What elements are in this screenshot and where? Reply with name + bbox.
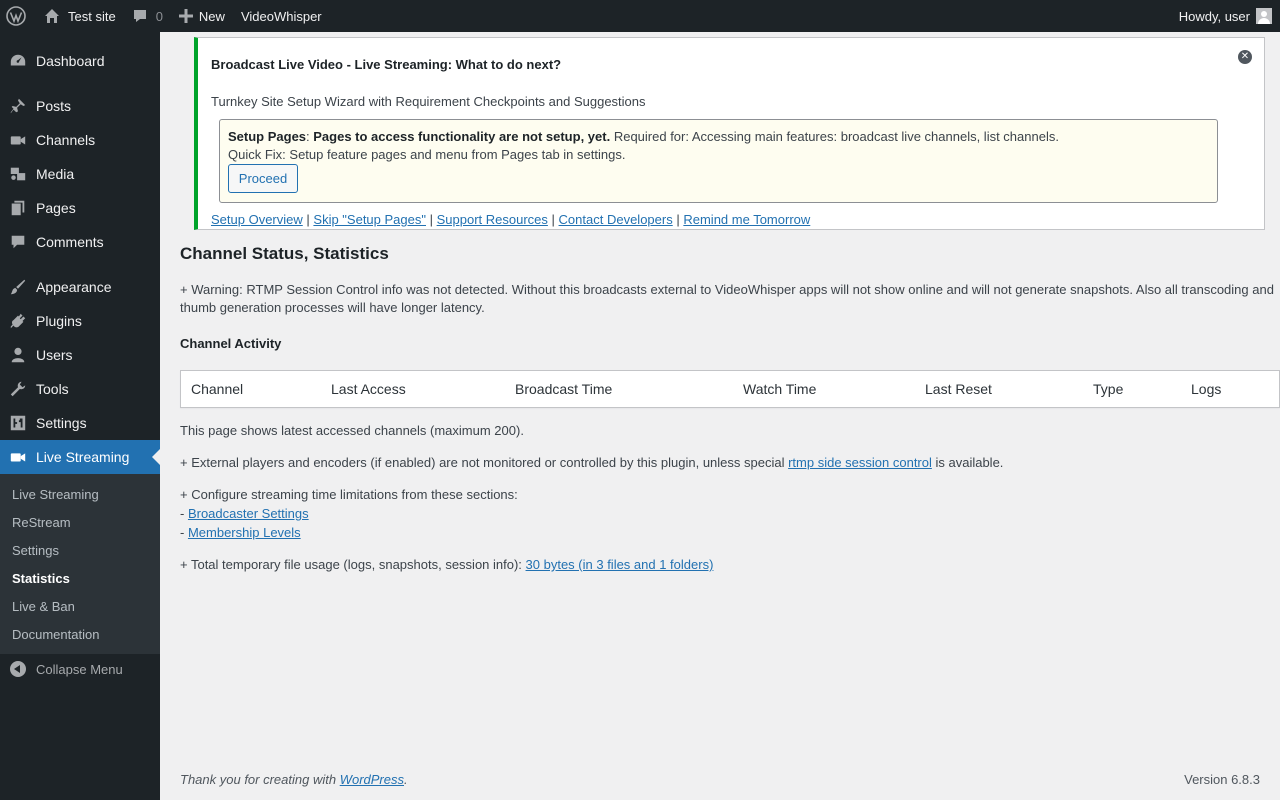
submenu-item-live-ban[interactable]: Live & Ban <box>12 599 75 614</box>
sidebar-item-tools[interactable] <box>0 372 160 406</box>
external-prefix: + External players and encoders (if enabled) are not monitored or controlled by this plugin, unless special <box>180 455 789 470</box>
submenu-item-settings[interactable]: Settings <box>12 543 59 558</box>
dismiss-notice-button[interactable] <box>1238 50 1252 64</box>
wordpress-logo-icon[interactable] <box>0 0 36 32</box>
sidebar-item-label: Plugins <box>36 313 82 329</box>
column-header-channel: Channel <box>191 381 244 397</box>
site-name: Test site <box>68 8 116 24</box>
wordpress-link[interactable]: WordPress <box>339 772 404 787</box>
notice-title: Broadcast Live Video - Live Streaming: What to do next? <box>211 57 562 72</box>
setup-pages-status: Setup Pages: Pages to access functionality are not setup, yet. Required for: Accessing main features: broadcast live channels, list channels. <box>228 129 1059 144</box>
sidebar-item-label: Appearance <box>36 279 112 295</box>
sidebar-item-label: Comments <box>36 234 104 250</box>
footer-thanks <box>180 772 408 787</box>
sliders-icon <box>0 414 36 432</box>
page-title: Channel Status, Statistics <box>180 244 389 263</box>
wrench-icon <box>0 380 36 398</box>
sidebar-item-label: Pages <box>36 200 76 216</box>
video-camera-icon <box>0 131 36 149</box>
contact-developers-link[interactable]: Contact Developers <box>558 212 673 227</box>
comment-icon <box>0 233 36 251</box>
collapse-menu-button[interactable] <box>0 654 160 684</box>
greeting: Howdy, user <box>1178 8 1250 24</box>
close-icon: ✕ <box>1240 51 1250 62</box>
dashboard-icon <box>0 52 36 70</box>
videowhisper-label: VideoWhisper <box>240 8 322 24</box>
collapse-icon <box>0 661 36 677</box>
sidebar-item-label: Media <box>36 166 75 182</box>
site-name-link[interactable] <box>36 0 124 32</box>
dash: - <box>180 506 188 521</box>
sidebar-item-label: Channels <box>36 132 96 148</box>
sidebar-item-label: Dashboard <box>36 53 105 69</box>
video-camera-icon <box>0 448 36 466</box>
pushpin-icon <box>0 97 36 115</box>
link-separator: | <box>429 212 433 227</box>
membership-levels-link[interactable]: Membership Levels <box>187 525 301 540</box>
sidebar-item-label: Posts <box>36 98 72 114</box>
avatar <box>1256 8 1272 24</box>
live-streaming-submenu <box>0 474 160 654</box>
new-content-link[interactable] <box>171 0 233 32</box>
pages-icon <box>0 199 36 217</box>
dash: - <box>180 525 188 540</box>
footer-suffix: . <box>404 772 408 787</box>
comments-count: 0 <box>155 8 163 24</box>
footer-version: Version 6.8.3 <box>1184 772 1260 787</box>
new-label: New <box>198 8 225 24</box>
notice-links <box>211 212 810 227</box>
sidebar-item-comments[interactable] <box>0 225 160 259</box>
my-account[interactable] <box>1179 8 1280 24</box>
rtmp-session-control-link[interactable]: rtmp side session control <box>788 455 932 470</box>
sidebar-item-posts[interactable] <box>0 89 160 123</box>
sidebar-item-users[interactable] <box>0 338 160 372</box>
proceed-button[interactable]: Proceed <box>228 164 298 193</box>
column-header-type: Type <box>1093 381 1124 397</box>
config-item-1 <box>180 506 309 521</box>
submenu-item-restream[interactable]: ReStream <box>12 515 71 530</box>
quick-fix-text: Quick Fix: Setup feature pages and menu from Pages tab in settings. <box>228 147 626 162</box>
admin-bar <box>0 0 1280 32</box>
sidebar-item-media[interactable] <box>0 157 160 191</box>
comment-icon <box>132 8 148 24</box>
external-suffix: is available. <box>931 455 1004 470</box>
submenu-item-documentation[interactable]: Documentation <box>12 627 100 642</box>
column-header-watch-time: Watch Time <box>743 381 817 397</box>
sidebar-item-pages[interactable] <box>0 191 160 225</box>
remind-me-tomorrow-link[interactable]: Remind me Tomorrow <box>683 212 811 227</box>
media-icon <box>0 165 36 183</box>
config-item-2 <box>180 525 301 540</box>
file-usage-link[interactable]: 30 bytes (in 3 files and 1 folders) <box>525 557 714 572</box>
notice-subtitle: Turnkey Site Setup Wizard with Requirement Checkpoints and Suggestions <box>211 94 646 109</box>
setup-headline: Pages to access functionality are not setup, yet. <box>313 129 611 144</box>
submenu-item-live-streaming[interactable]: Live Streaming <box>12 487 99 502</box>
configure-limitations-text: + Configure streaming time limitations from these sections: <box>180 487 518 502</box>
sidebar-item-plugins[interactable] <box>0 304 160 338</box>
submenu-item-statistics[interactable]: Statistics <box>12 571 70 586</box>
setup-notice <box>194 37 1265 230</box>
file-usage-info <box>180 557 713 572</box>
sidebar-item-dashboard[interactable] <box>0 44 160 78</box>
main-content <box>160 32 1280 800</box>
plus-icon <box>179 9 193 23</box>
setup-required: Required for: Accessing main features: broadcast live channels, list channels. <box>613 129 1059 144</box>
column-header-last-reset: Last Reset <box>925 381 992 397</box>
paintbrush-icon <box>0 278 36 296</box>
sidebar-item-live-streaming[interactable] <box>0 440 160 474</box>
column-header-last-access: Last Access <box>331 381 406 397</box>
home-icon <box>44 8 60 24</box>
comments-link[interactable] <box>124 0 171 32</box>
support-resources-link[interactable]: Support Resources <box>436 212 548 227</box>
setup-pages-box <box>219 119 1218 203</box>
setup-overview-link[interactable]: Setup Overview <box>211 212 303 227</box>
link-separator: | <box>306 212 310 227</box>
sidebar-item-appearance[interactable] <box>0 270 160 304</box>
link-separator: | <box>551 212 555 227</box>
sidebar-item-label: Users <box>36 347 73 363</box>
admin-sidebar <box>0 32 160 800</box>
channel-activity-table <box>180 370 1280 408</box>
sidebar-item-label: Live Streaming <box>36 449 130 465</box>
external-players-info <box>180 455 1003 470</box>
plug-icon <box>0 312 36 330</box>
sidebar-item-settings[interactable] <box>0 406 160 440</box>
footer-prefix: Thank you for creating with <box>180 772 340 787</box>
skip-setup-pages-link[interactable]: Skip "Setup Pages" <box>313 212 426 227</box>
setup-label: Setup Pages <box>228 129 307 144</box>
latest-channels-info: This page shows latest accessed channels (maximum 200). <box>180 423 524 438</box>
user-icon <box>0 346 36 364</box>
column-header-logs: Logs <box>1191 381 1222 397</box>
link-separator: | <box>676 212 680 227</box>
sidebar-item-label: Settings <box>36 415 87 431</box>
collapse-menu-label: Collapse Menu <box>36 661 123 677</box>
videowhisper-link[interactable] <box>233 0 330 32</box>
sidebar-item-channels[interactable] <box>0 123 160 157</box>
column-header-broadcast-time: Broadcast Time <box>515 381 613 397</box>
rtmp-warning: + Warning: RTMP Session Control info was not detected. Without this broadcasts external to VideoWhisper apps will not show online and will not generate snapshots. Also all transcoding and thumb generation processes will have longer latency. <box>180 282 1274 315</box>
channel-activity-heading: Channel Activity <box>180 336 282 351</box>
usage-prefix: + Total temporary file usage (logs, snapshots, session info): <box>180 557 526 572</box>
sidebar-item-label: Tools <box>36 381 69 397</box>
broadcaster-settings-link[interactable]: Broadcaster Settings <box>187 506 309 521</box>
